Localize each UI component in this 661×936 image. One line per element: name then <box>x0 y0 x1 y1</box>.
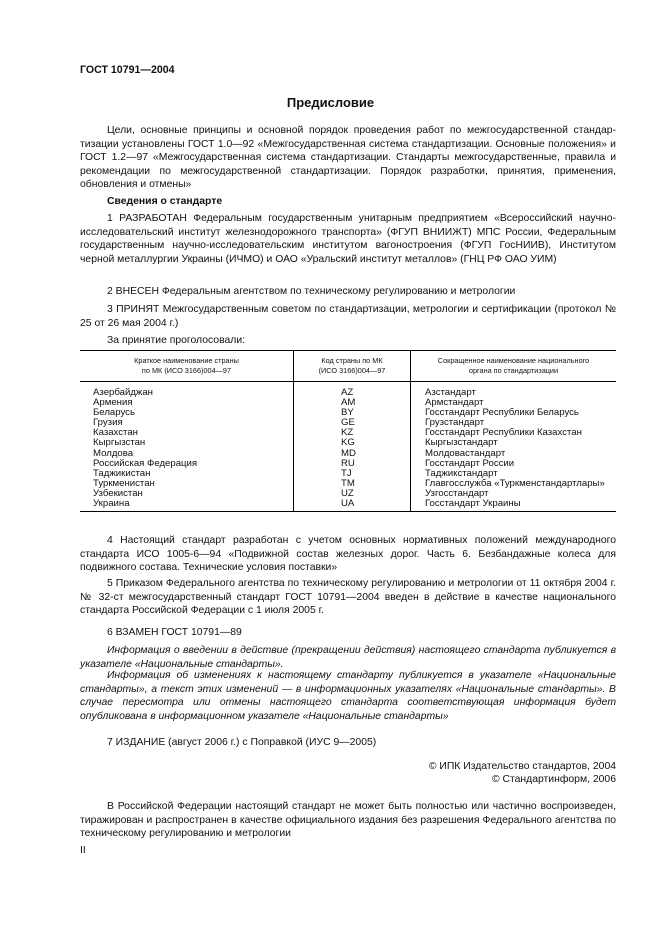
standards-body-cell: Госстандарт Украины <box>411 499 617 512</box>
country-name-cell: Азербайджан <box>93 387 153 398</box>
notice-changes: Информация об изменениях к настоящему стандарту публикуется в указателе «Национальные стандарты», а текст этих изменений — в информационных указателях «Национальные стандарты». В случае пересмотра или отмены настоящего стандарта соответствующая информация будет опубликована в информационном указателе «Национальные стандарты» <box>80 670 616 722</box>
table-row <box>80 382 616 399</box>
standards-body-cell: Главгосслужба «Туркменстандартлары» <box>411 479 617 489</box>
country-name-cell: Таджикистан <box>93 467 151 479</box>
standard-code: ГОСТ 10791—2004 <box>80 64 175 76</box>
standards-body-cell: Азстандарт <box>411 382 617 399</box>
country-name-cell: Украина <box>93 498 130 510</box>
header-country-code-line2: (ИСО 3166)004—97 <box>318 366 386 375</box>
reproduction-notice: В Российской Федерации настоящий стандарт не может быть полностью или частично воспроизведен, тиражирован и распространен в качестве официального издания без разрешения Федерального агентства по техническому регулированию и метрологии <box>80 801 616 840</box>
standards-body-cell: Госстандарт Республики Казахстан <box>411 428 617 438</box>
header-country-name-line2: по МК (ИСО 3166)004—97 <box>141 366 232 375</box>
country-code-cell: MD <box>294 449 411 459</box>
country-code-cell: AZ <box>294 382 411 399</box>
notice-enactment: Информация о введении в действие (прекращении действия) настоящего стандарта публикуется в указателе «Национальные стандарты». <box>80 645 616 670</box>
country-name-cell: Грузия <box>93 417 123 429</box>
standards-body-cell: Грузстандарт <box>411 418 617 428</box>
country-code-cell: KG <box>294 438 411 448</box>
country-code-cell: TJ <box>294 469 411 479</box>
table-header-row <box>80 351 616 382</box>
standards-body-cell: Кыргызстандарт <box>411 438 617 448</box>
page-title: Предисловие <box>286 95 375 110</box>
country-name-cell: Молдова <box>93 447 134 459</box>
country-code-cell: TM <box>294 479 411 489</box>
country-code-cell: RU <box>294 459 411 469</box>
country-code-cell: GE <box>294 418 411 428</box>
header-standards-body-line2: органа по стандартизации <box>468 366 559 375</box>
country-code-cell: AM <box>294 398 411 408</box>
copyright-ipk: © ИПК Издательство стандартов, 2004 <box>428 761 616 772</box>
country-name-cell: Узбекистан <box>93 487 143 499</box>
country-name-cell: Кыргызстан <box>93 437 146 449</box>
standards-body-cell: Армстандарт <box>411 398 617 408</box>
standards-body-cell: Госстандарт Республики Беларусь <box>411 408 617 418</box>
country-code-cell: BY <box>294 408 411 418</box>
header-standards-body-line1: Сокращенное наименование национального <box>437 356 590 365</box>
copyright-standartinform: © Стандартинформ, 2006 <box>491 774 616 785</box>
item-1-developed: 1 РАЗРАБОТАН Федеральным государственным унитарным предприятием «Всероссийский научно-исследовательский институт железнодорожного транспорта» (ФГУП ВНИИЖТ) МПС России, Федеральным государственным научно-исследовательским институтом вагоностроения (ФГУП ГосНИИВ), Институтом черной металлургии Украины (ИЧМО) и ОАО «Уральский институт металлов» (ГНЦ РФ ОАО УИМ) <box>80 213 616 265</box>
item-2-introduced: 2 ВНЕСЕН Федеральным агентством по техническому регулированию и метрологии <box>107 286 516 297</box>
header-standards-body <box>411 351 617 382</box>
standards-body-cell: Молдовастандарт <box>411 449 617 459</box>
country-name-cell: Российская Федерация <box>93 457 198 469</box>
standards-body-cell: Госстандарт России <box>411 459 617 469</box>
intro-paragraph: Цели, основные принципы и основной порядок проведения работ по межгосударственной стандартизации установлены ГОСТ 1.0—92 «Межгосударственная система стандартизации. Основные положения» и ГОСТ 1.2—97 «Межгосударственная система стандартизации. Стандарты межгосударственные, правила и рекомендации по межгосударственной стандартизации. Порядок разработки, принятия, применения, обновления и отмены» <box>80 125 616 191</box>
item-3-adopted: 3 ПРИНЯТ Межгосударственным советом по стандартизации, метрологии и сертификации (протокол № 25 от 26 мая 2004 г.) <box>80 304 616 329</box>
country-name-cell: Туркменистан <box>93 477 155 489</box>
country-name-cell: Армения <box>93 397 133 409</box>
table-row <box>80 499 616 512</box>
item-4-iso-basis: 4 Настоящий стандарт разработан с учетом основных нормативных положений международного стандарта ИСО 1005-6—94 «Подвижной состав железных дорог. Часть 6. Безбандажные колеса для подвижного состава. Технические условия поставки» <box>80 535 616 574</box>
standards-body-cell: Таджикстандарт <box>411 469 617 479</box>
item-7-edition: 7 ИЗДАНИЕ (август 2006 г.) с Поправкой (ИУС 9—2005) <box>107 737 377 748</box>
country-code-cell: KZ <box>294 428 411 438</box>
countries-table <box>80 350 616 512</box>
country-name-cell: Казахстан <box>93 427 138 439</box>
standards-body-cell: Узгосстандарт <box>411 489 617 499</box>
info-heading: Сведения о стандарте <box>107 196 223 207</box>
item-5-order: 5 Приказом Федерального агентства по техническому регулированию и метрологии от 11 октября 2004 г. № 32-ст межгосударственный стандарт ГОСТ 10791—2004 введен в действие в качестве национального стандарта Российской Федерации с 1 июля 2005 г. <box>80 578 616 617</box>
page-number: II <box>80 845 86 856</box>
item-6-replaces: 6 ВЗАМЕН ГОСТ 10791—89 <box>107 627 242 638</box>
voted-label: За принятие проголосовали: <box>107 335 246 346</box>
header-country-name-line1: Краткое наименование страны <box>134 356 239 365</box>
header-country-code-line1: Код страны по МК <box>321 356 383 365</box>
country-name-cell: Беларусь <box>93 407 135 419</box>
header-country-name <box>80 351 294 382</box>
country-code-cell: UA <box>294 499 411 512</box>
country-code-cell: UZ <box>294 489 411 499</box>
header-country-code <box>294 351 411 382</box>
